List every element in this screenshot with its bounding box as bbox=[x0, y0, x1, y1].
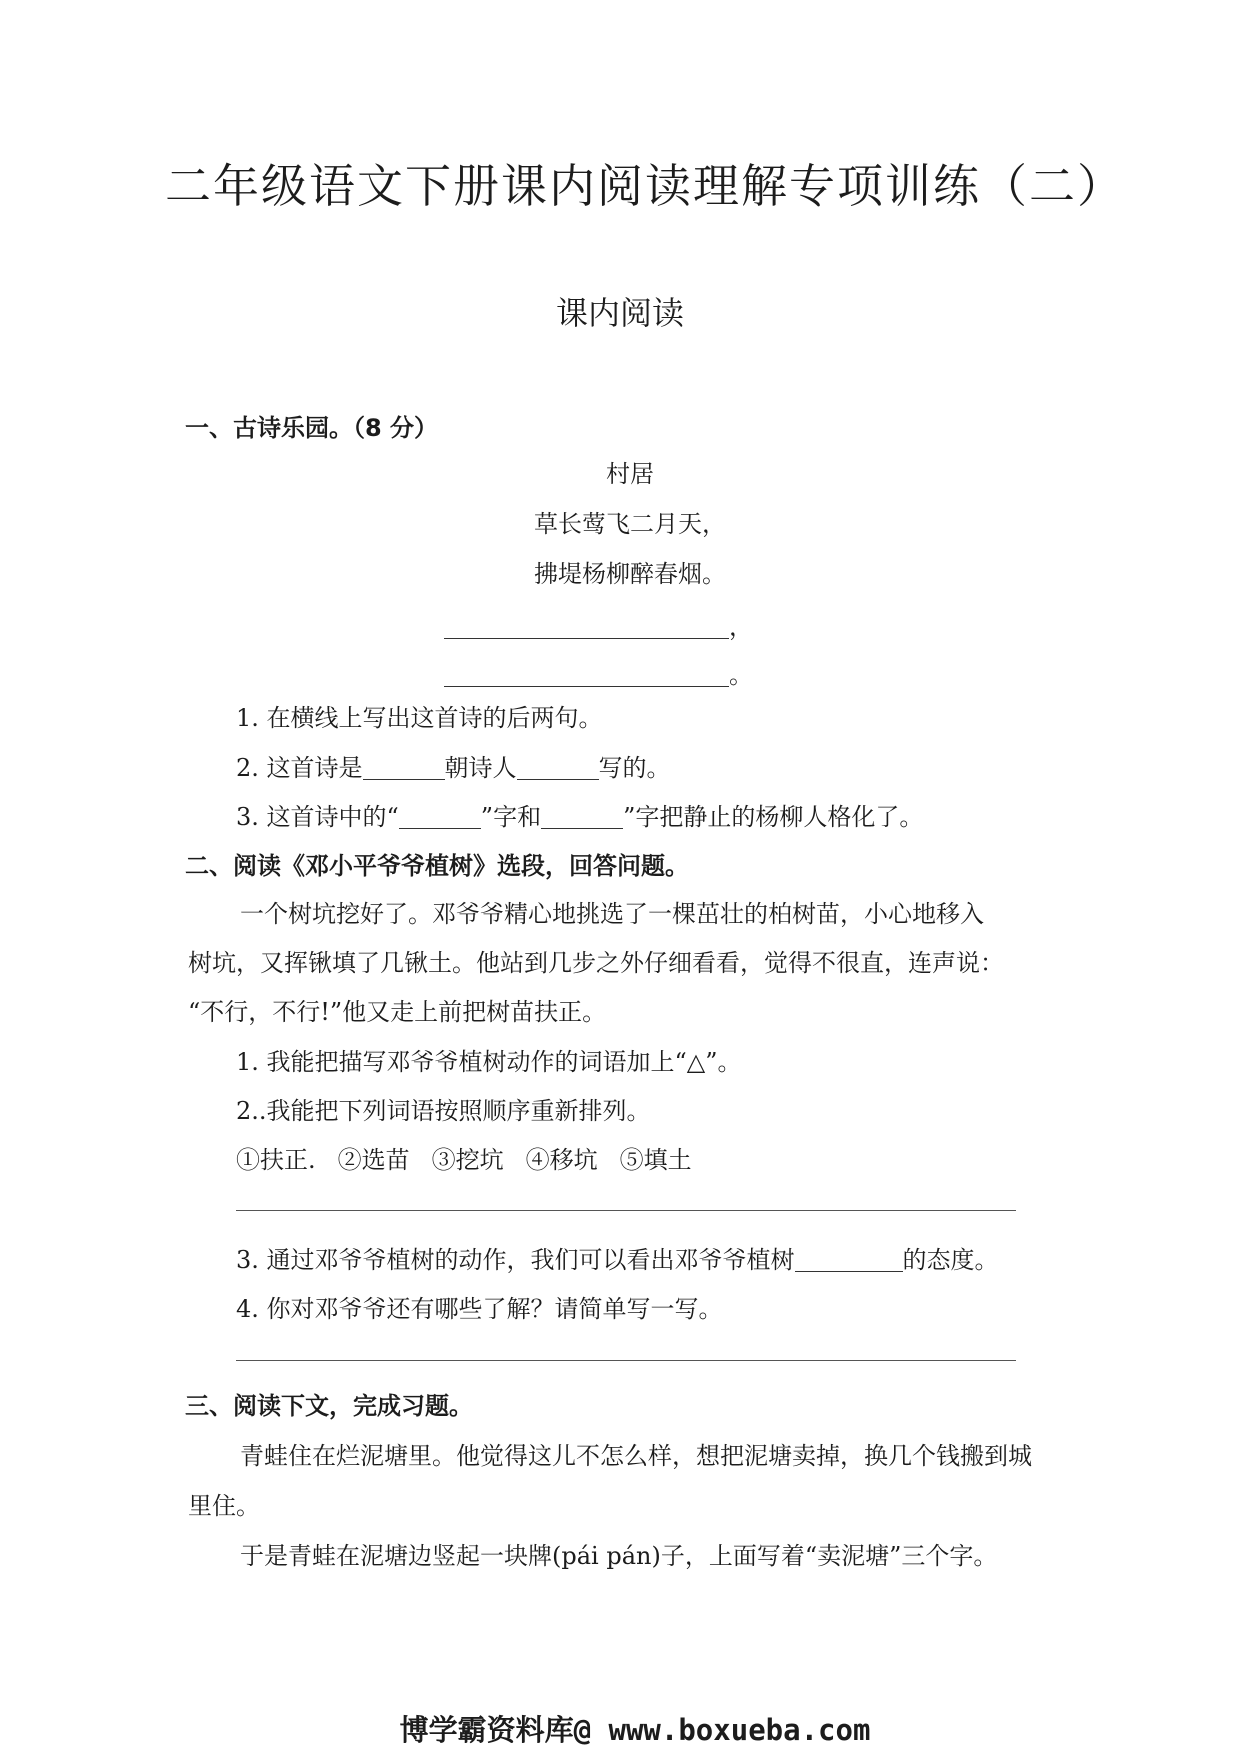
section2-heading: 二、阅读《邓小平爷爷植树》选段，回答问题。 bbox=[185, 852, 689, 880]
option-2: ②选苗 bbox=[337, 1146, 410, 1174]
section2-question-2: 2..我能把下列词语按照顺序重新排列。 bbox=[236, 1097, 651, 1125]
dynasty-blank[interactable] bbox=[363, 755, 445, 780]
watermark-footer: 博学霸资料库@ www.boxueba.com bbox=[399, 1713, 871, 1747]
option-4: ④移坑 bbox=[525, 1146, 598, 1174]
page-title: 二年级语文下册课内阅读理解专项训练（二） bbox=[165, 159, 1125, 213]
word-blank-1[interactable] bbox=[399, 804, 481, 829]
poem-title: 村居 bbox=[606, 460, 654, 488]
poem-blank-line-4[interactable] bbox=[444, 655, 753, 690]
poet-blank[interactable] bbox=[517, 755, 599, 780]
section1-question-1: 1. 在横线上写出这首诗的后两句。 bbox=[236, 704, 603, 732]
question-text: ”字把静止的杨柳人格化了。 bbox=[623, 803, 924, 831]
question-text: 的态度。 bbox=[902, 1246, 999, 1274]
question-text: 朝诗人 bbox=[444, 754, 517, 782]
section3-paragraph-line-2: 里住。 bbox=[188, 1492, 260, 1520]
word-blank-2[interactable] bbox=[541, 804, 623, 829]
answer-blank[interactable] bbox=[444, 662, 729, 687]
word-options bbox=[236, 1140, 692, 1175]
poem-line-1: 草长莺飞二月天， bbox=[534, 510, 726, 538]
poem-line-2: 拂堤杨柳醉春烟。 bbox=[534, 560, 726, 588]
answer-line-about[interactable] bbox=[236, 1360, 1016, 1361]
question-text: 写的。 bbox=[598, 754, 671, 782]
answer-line-order[interactable] bbox=[236, 1210, 1016, 1211]
section2-question-1: 1. 我能把描写邓爷爷植树动作的词语加上“△”。 bbox=[236, 1048, 742, 1076]
section2-paragraph-line-1: 一个树坑挖好了。邓爷爷精心地挑选了一棵茁壮的柏树苗，小心地移入 bbox=[240, 900, 984, 928]
section2-question-3 bbox=[236, 1240, 999, 1275]
section3-heading: 三、阅读下文，完成习题。 bbox=[185, 1392, 473, 1420]
punctuation: ， bbox=[729, 613, 753, 641]
question-text: 3. 这首诗中的“ bbox=[236, 803, 399, 831]
option-5: ⑤填土 bbox=[619, 1146, 692, 1174]
section2-question-4: 4. 你对邓爷爷还有哪些了解？请简单写一写。 bbox=[236, 1295, 723, 1323]
section2-paragraph-line-3: “不行，不行!”他又走上前把树苗扶正。 bbox=[188, 998, 607, 1026]
answer-blank[interactable] bbox=[444, 614, 729, 639]
poem-blank-line-3[interactable] bbox=[444, 607, 753, 642]
section3-paragraph-line-1: 青蛙住在烂泥塘里。他觉得这儿不怎么样，想把泥塘卖掉，换几个钱搬到城 bbox=[240, 1442, 1032, 1470]
question-text: 2. 这首诗是 bbox=[236, 754, 363, 782]
section1-question-2 bbox=[236, 748, 671, 783]
question-text: 3. 通过邓爷爷植树的动作，我们可以看出邓爷爷植树 bbox=[236, 1246, 795, 1274]
option-3: ③挖坑 bbox=[431, 1146, 504, 1174]
section1-heading: 一、古诗乐园。（8 分） bbox=[185, 414, 439, 442]
attitude-blank[interactable] bbox=[795, 1247, 903, 1272]
page-subtitle: 课内阅读 bbox=[555, 294, 684, 332]
section1-question-3 bbox=[236, 797, 923, 832]
section2-paragraph-line-2: 树坑，又挥锹填了几锹土。他站到几步之外仔细看看，觉得不很直，连声说： bbox=[188, 949, 1004, 977]
punctuation: 。 bbox=[729, 661, 753, 689]
option-1: ①扶正. bbox=[236, 1146, 316, 1174]
section3-paragraph-line-3: 于是青蛙在泥塘边竖起一块牌(pái pán)子，上面写着“卖泥塘”三个字。 bbox=[240, 1542, 998, 1570]
question-text: ”字和 bbox=[480, 803, 542, 831]
